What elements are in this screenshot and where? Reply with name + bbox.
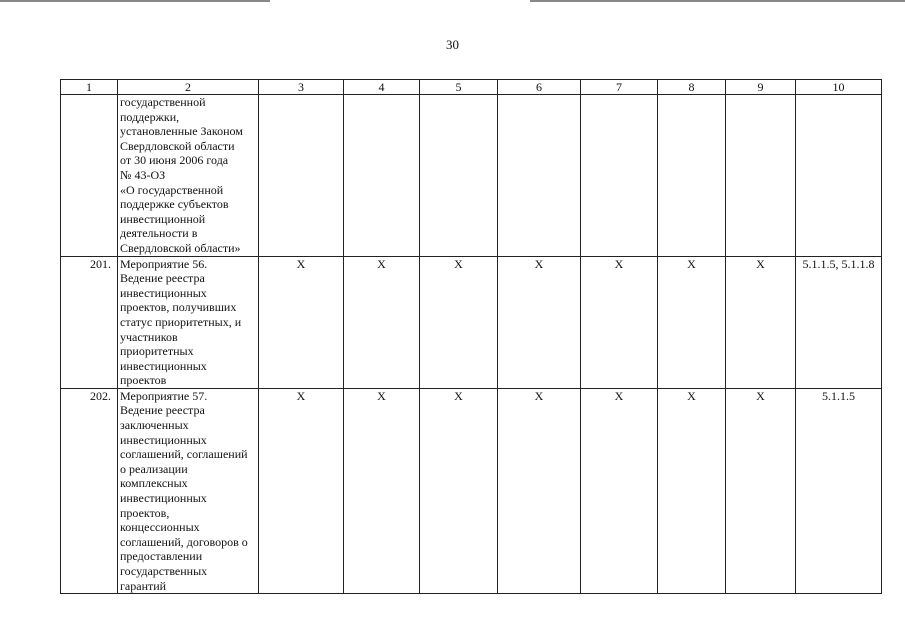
table-cell: X [420,256,498,388]
description-line: соглашений, договоров о [120,534,248,549]
table-cell [420,95,498,257]
page-number: 30 [446,37,459,52]
description-line: инвестиционных [120,432,207,447]
table-cell [498,95,581,257]
table-cell [726,95,796,257]
description-line: Ведение реестра [120,403,205,418]
scan-edge-line [0,0,270,2]
description-line: статус приоритетных, и [120,314,242,329]
row-number: 202. [61,388,118,593]
description-line: проектов, получивших [120,300,237,315]
description-line: установленные Законом [120,124,243,139]
table-cell [658,95,726,257]
description-line: проектов [120,373,167,388]
row-number: 201. [61,256,118,388]
description-line: соглашений, соглашений [120,447,248,462]
description-line: поддержки, [120,109,180,124]
description-line: от 30 июня 2006 года [120,153,229,168]
description-line: заключенных [120,418,189,433]
description-line: Мероприятие 57. [120,388,208,403]
description-line: Мероприятие 56. [120,256,208,271]
description-line: поддержке субъектов [120,197,229,212]
description-line: Ведение реестра [120,271,205,286]
target-code-cell: 5.1.1.5 [796,388,882,593]
column-header: 10 [796,80,882,95]
description-line: деятельности в [120,226,198,241]
table-cell: X [259,388,344,593]
table-cell: X [259,256,344,388]
target-code-cell: 5.1.1.5, 5.1.1.8 [796,256,882,388]
column-header: 6 [498,80,581,95]
scan-edge-line [530,0,905,2]
row-number [61,95,118,257]
description-line: государственных [120,564,208,578]
column-header: 7 [581,80,658,95]
description-line: комплексных [120,476,188,491]
description-line: Свердловской области» [120,240,241,255]
description-line: Свердловской области [120,138,235,153]
description-line: «О государственной [120,182,224,197]
row-description [118,95,259,257]
row-description [118,388,259,593]
column-header: 2 [118,80,259,95]
document-table [60,79,882,594]
table-cell: X [498,388,581,593]
table-cell: X [726,388,796,593]
table-cell: X [658,388,726,593]
description-line: участников [120,329,178,344]
row-description [118,256,259,388]
description-line: инвестиционной [120,211,206,226]
table-cell: X [581,256,658,388]
table-row [61,388,882,593]
table-cell [344,95,420,257]
table-cell [581,95,658,257]
description-line: проектов, [120,505,170,520]
table-cell: X [344,256,420,388]
description-line: предоставлении [120,549,203,564]
description-line: о реализации [120,461,188,476]
table-cell: X [498,256,581,388]
column-header: 3 [259,80,344,95]
table-cell: X [420,388,498,593]
column-header: 8 [658,80,726,95]
table-cell [259,95,344,257]
table-header-row [61,80,882,95]
table-cell: X [344,388,420,593]
table-row [61,256,882,388]
description-line: инвестиционных [120,285,207,300]
description-line: инвестиционных [120,358,207,373]
table-cell: X [726,256,796,388]
target-code-cell [796,95,882,257]
table-cell: X [581,388,658,593]
table-cell: X [658,256,726,388]
column-header: 9 [726,80,796,95]
column-header: 5 [420,80,498,95]
description-line: концессионных [120,520,200,535]
description-line: инвестиционных [120,491,207,506]
description-line: приоритетных [120,344,194,359]
column-header: 1 [61,80,118,95]
description-line: № 43-ОЗ [120,167,166,182]
description-line: государственной [120,95,206,109]
column-header: 4 [344,80,420,95]
description-line: гарантий [120,578,167,593]
table-row [61,95,882,257]
